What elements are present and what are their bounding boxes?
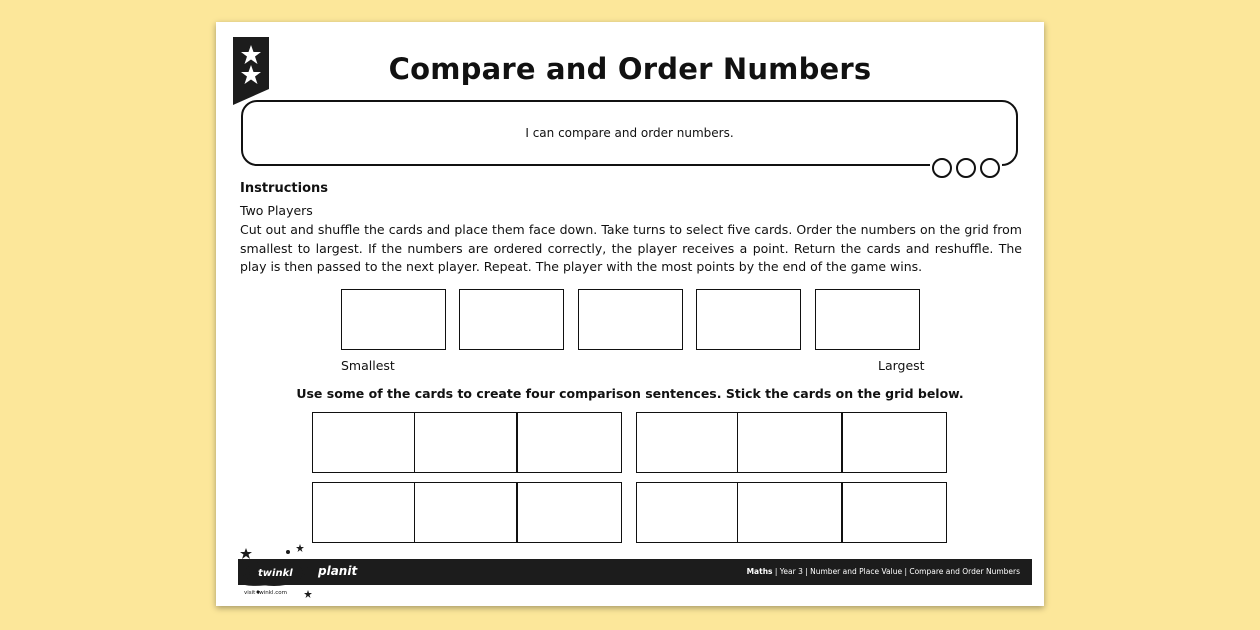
assessment-circle[interactable] [980,158,1000,178]
twinkl-url: visit twinkl.com [244,590,287,596]
comparison-card-slot[interactable] [414,412,518,473]
self-assessment-circles [930,158,1002,178]
ordering-card-slot[interactable] [815,289,920,350]
comparison-card-slot[interactable] [516,482,622,543]
comparison-card-slot[interactable] [737,412,843,473]
comparison-card-slot[interactable] [312,412,415,473]
comparison-card-slot[interactable] [841,412,947,473]
instructions-heading: Instructions [240,181,329,196]
footer-breadcrumb [747,567,1020,576]
comparison-card-slot[interactable] [636,412,738,473]
comparison-card-slot[interactable] [516,412,622,473]
players-label: Two Players [240,203,313,218]
comparison-instruction: Use some of the cards to create four comparison sentences. Stick the cards on the grid below. [296,386,964,401]
page-title: Compare and Order Numbers [388,52,872,86]
comparison-sentence-grid [312,482,622,543]
assessment-circle[interactable] [932,158,952,178]
comparison-card-slot[interactable] [414,482,518,543]
twinkl-logo-text: twinkl [258,568,293,579]
ordering-card-slot[interactable] [459,289,564,350]
footer-subject: Maths [746,567,773,576]
assessment-circle[interactable] [956,158,976,178]
comparison-card-slot[interactable] [841,482,947,543]
planit-brand: planit [318,564,358,578]
comparison-sentence-grid [636,412,947,473]
smallest-label: Smallest [341,358,395,373]
comparison-card-slot[interactable] [636,482,738,543]
comparison-sentence-grid [636,482,947,543]
footer-path: | Year 3 | Number and Place Value | Compare and Order Numbers [772,567,1020,576]
ordering-card-slot[interactable] [696,289,801,350]
ordering-card-slot[interactable] [341,289,446,350]
footer-bar [238,559,1032,585]
comparison-card-slot[interactable] [737,482,843,543]
comparison-sentence-grid [312,412,622,473]
worksheet-page [216,22,1044,606]
learning-objective-box [241,100,1018,166]
ordering-card-slot[interactable] [578,289,683,350]
largest-label: Largest [878,358,925,373]
learning-objective-text: I can compare and order numbers. [525,126,734,140]
instructions-text: Cut out and shuffle the cards and place them face down. Take turns to select five cards. Order the numbers on the grid from smallest to largest. If the numbers are ordered correctly, the player receives a point. Return the cards and reshuffle. The play is then passed to the next player. Repeat. The player with the most points by the end of the game wins. [240,222,1022,274]
comparison-card-slot[interactable] [312,482,415,543]
